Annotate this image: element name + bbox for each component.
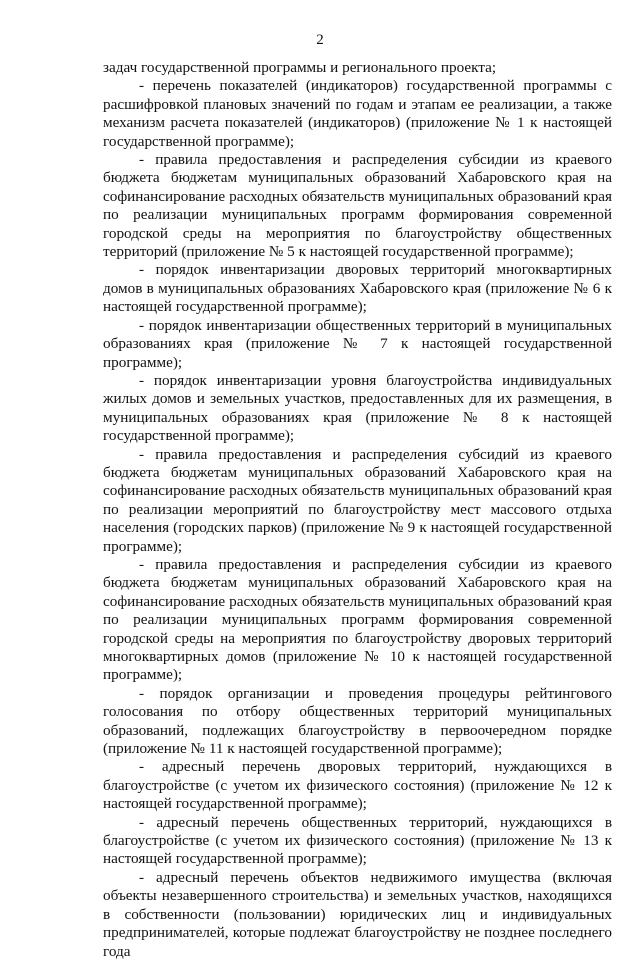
- page-number: 2: [316, 32, 324, 48]
- paragraph: - адресный перечень объектов недвижимого имущества (включая объекты незавершенного строительства) и земельных участков, находящихся в собственности (пользовании) юридических лиц и индивидуальных предпринимателей, которые подлежат благоустройству не позднее последнего года: [103, 868, 612, 960]
- paragraph: - адресный перечень общественных территорий, нуждающихся в благоустройстве (с учетом их физического состояния) (приложение № 13 к настоящей государственной программе);: [103, 813, 612, 868]
- paragraph: - порядок инвентаризации дворовых территорий многоквартирных домов в муниципальных образованиях Хабаровского края (приложение № 6 к настоящей государственной программе);: [103, 261, 612, 316]
- paragraph: - адресный перечень дворовых территорий, нуждающихся в благоустройстве (с учетом их физического состояния) (приложение № 12 к настоящей государственной программе);: [103, 758, 612, 813]
- paragraph: - правила предоставления и распределения субсидии из краевого бюджета бюджетам муниципальных образований Хабаровского края на софинансирование расходных обязательств муниципальных образований края по реализации муниципальных программ формирования современной городской среды на мероприятия по благоустройству дворовых территорий многоквартирных домов (приложение № 10 к настоящей государственной программе);: [103, 555, 612, 684]
- paragraph: - правила предоставления и распределения субсидий из краевого бюджета бюджетам муниципальных образований Хабаровского края на софинансирование расходных обязательств муниципальных образований края по реализации мероприятий по благоустройству мест массового отдыха населения (городских парков) (приложение № 9 к настоящей государственной программе);: [103, 445, 612, 555]
- paragraph: - перечень показателей (индикаторов) государственной программы с расшифровкой плановых значений по годам и этапам ее реализации, а также механизм расчета показателей (индикаторов) (приложение № 1 к настоящей государственной программе);: [103, 77, 612, 150]
- paragraph: - порядок организации и проведения процедуры рейтингового голосования по отбору общественных территорий муниципальных образований, подлежащих благоустройству в первоочередном порядке (приложение № 11 к настоящей государственной программе);: [103, 684, 612, 758]
- body-text: [103, 59, 612, 961]
- paragraph: - правила предоставления и распределения субсидии из краевого бюджета бюджетам муниципальных образований Хабаровского края на софинансирование расходных обязательств муниципальных образований края по реализации муниципальных программ формирования современной городской среды на мероприятия по благоустройству общественных территорий (приложение № 5 к настоящей государственной программе);: [103, 151, 612, 261]
- paragraph: - порядок инвентаризации уровня благоустройства индивидуальных жилых домов и земельных участков, предоставленных для их размещения, в муниципальных образованиях края (приложение № 8 к настоящей государственной программе);: [103, 371, 612, 445]
- paragraph: задач государственной программы и регионального проекта;: [103, 59, 497, 76]
- paragraph: - порядок инвентаризации общественных территорий в муниципальных образованиях края (приложение № 7 к настоящей государственной программе);: [103, 316, 612, 371]
